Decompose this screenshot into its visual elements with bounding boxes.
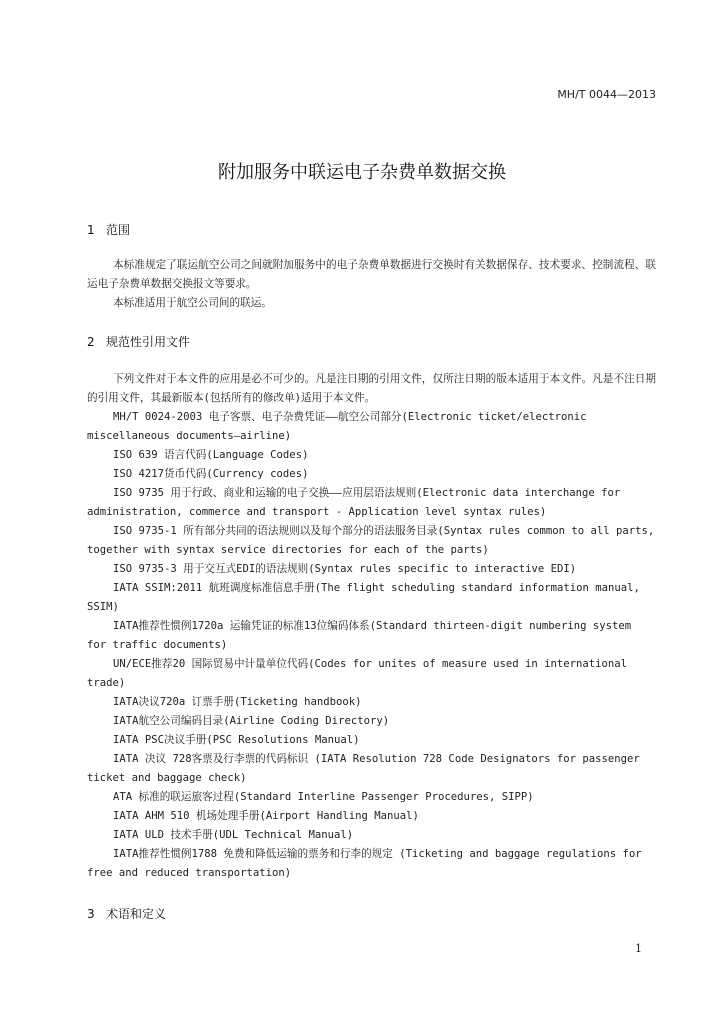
section-title: 规范性引用文件 — [106, 335, 191, 349]
section-1-body — [87, 256, 656, 313]
section-title: 术语和定义 — [106, 907, 167, 921]
scope-paragraph: 本标准规定了联运航空公司之间就附加服务中的电子杂费单数据进行交换时有关数据保存、技术要求、控制流程、联运电子杂费单数据交换报文等要求。 — [87, 259, 656, 290]
reference-item: ISO 639 语言代码(Language Codes) — [113, 449, 309, 461]
section-3-heading — [87, 905, 166, 922]
reference-item: ISO 9735 用于行政、商业和运输的电子交换——应用层语法规则(Electronic data interchange for administration, commerce and transport - Application level syntax rules) — [87, 487, 621, 518]
reference-item: IATA SSIM:2011 航班调度标准信息手册(The flight scheduling standard information manual, SSIM) — [87, 582, 640, 613]
reference-item: ISO 9735-3 用于交互式EDI的语法规则(Syntax rules specific to interactive EDI) — [113, 563, 577, 575]
references-intro: 下列文件对于本文件的应用是必不可少的。凡是注日期的引用文件，仅所注日期的版本适用于本文件。凡是不注日期的引用文件，其最新版本(包括所有的修改单)适用于本文件。 — [87, 373, 656, 404]
reference-item: ATA 标准的联运旅客过程(Standard Interline Passenger Procedures, SIPP) — [113, 791, 534, 803]
reference-item: IATA 决议 728客票及行李票的代码标识 (IATA Resolution 728 Code Designators for passenger ticket and baggage check) — [87, 753, 640, 784]
section-number: 3 — [87, 907, 95, 921]
scope-paragraph: 本标准适用于航空公司间的联运。 — [113, 297, 272, 309]
section-1-heading — [87, 221, 130, 238]
reference-item: IATA推荐性惯例1720a 运输凭证的标准13位编码体系(Standard thirteen-digit numbering system for traffic documents) — [87, 620, 632, 651]
reference-item: MH/T 0024-2003 电子客票、电子杂费凭证——航空公司部分(Electronic ticket/electronic miscellaneous documents—airline) — [87, 411, 587, 442]
reference-item: ISO 9735-1 所有部分共同的语法规则以及每个部分的语法服务目录(Syntax rules common to all parts, together with syntax service directories for each of the parts) — [87, 525, 655, 556]
document-title: 附加服务中联运电子杂费单数据交换 — [218, 162, 506, 183]
section-2-body — [87, 370, 656, 883]
reference-item: IATA决议720a 订票手册(Ticketing handbook) — [113, 696, 362, 708]
reference-item: UN/ECE推荐20 国际贸易中计量单位代码(Codes for unites of measure used in international trade) — [87, 658, 628, 689]
reference-item: IATA PSC决议手册(PSC Resolutions Manual) — [113, 734, 360, 746]
reference-list — [87, 408, 656, 883]
reference-item: ISO 4217货币代码(Currency codes) — [113, 468, 309, 480]
reference-item: IATA推荐性惯例1788 免费和降低运输的票务和行李的规定 (Ticketing and baggage regulations for free and reduced transportation) — [87, 848, 642, 879]
section-2-heading — [87, 333, 190, 350]
section-number: 1 — [87, 223, 95, 237]
reference-item: IATA航空公司编码目录(Airline Coding Directory) — [113, 715, 390, 727]
reference-item: IATA ULD 技术手册(UDL Technical Manual) — [113, 829, 354, 841]
section-title: 范围 — [106, 223, 131, 237]
section-number: 2 — [87, 335, 95, 349]
standard-code: MH/T 0044—2013 — [557, 88, 656, 101]
reference-item: IATA AHM 510 机场处理手册(Airport Handling Manual) — [113, 810, 419, 822]
page-number: 1 — [635, 942, 642, 955]
